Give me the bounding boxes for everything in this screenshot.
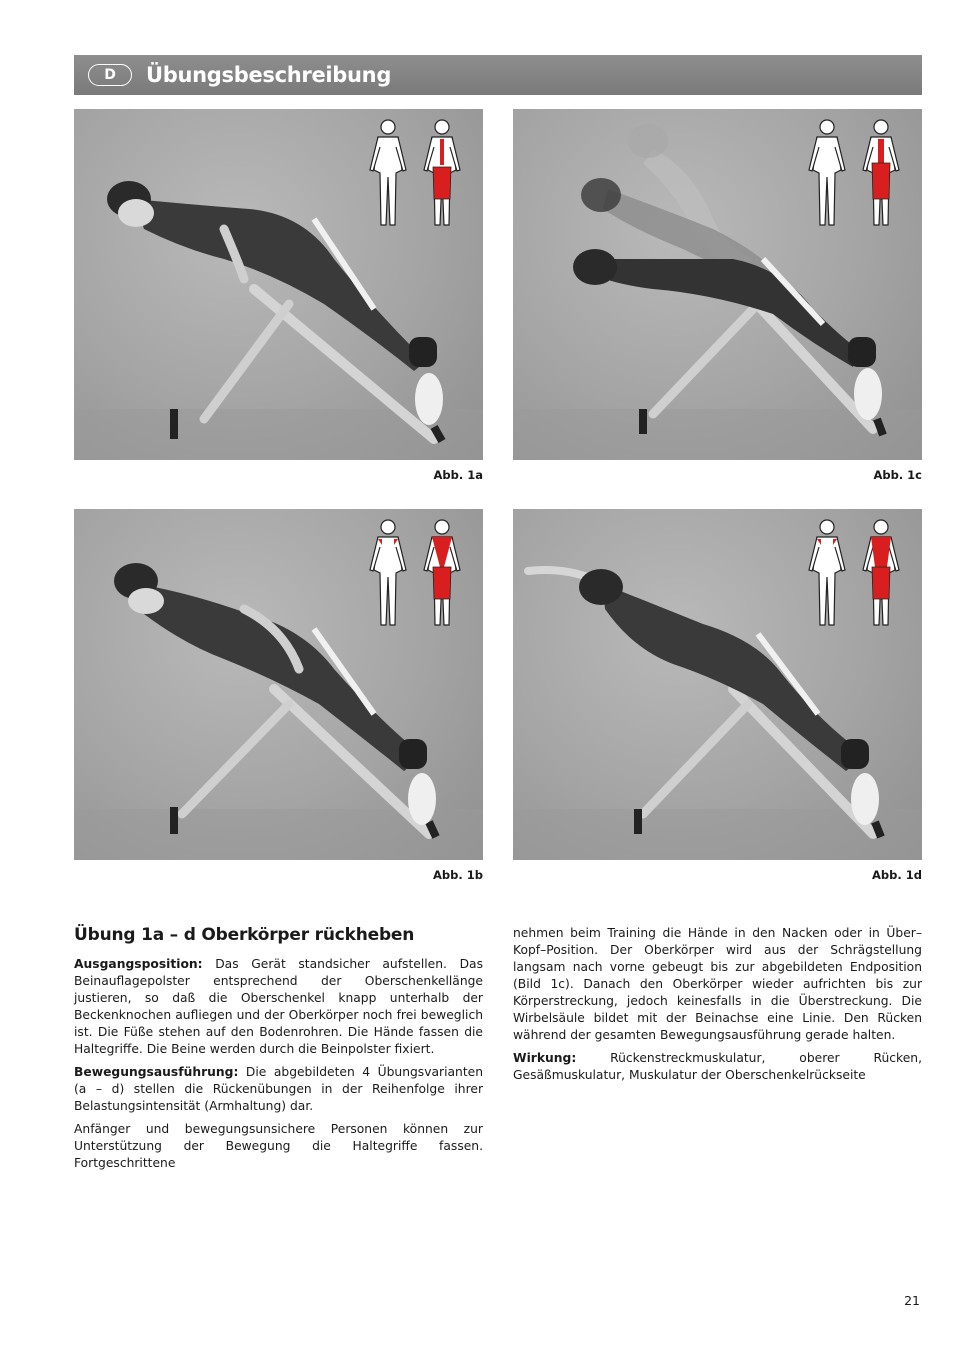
exercise-photo-1a — [74, 109, 483, 460]
text-column-left — [74, 956, 483, 1178]
page-number: 21 — [904, 1293, 920, 1308]
muscle-chart-icon — [801, 115, 911, 230]
paragraph-advanced: nehmen beim Training die Hände in den Nacken oder in Über–Kopf–Position. Der Oberkörper wird aus der Schrägstellung langsam nach vorne gebeugt bis zur abgebildeten Endposition (Bild 1c). Danach den Oberkörper wieder aufrichten bis zur Körperstreckung, jedoch keinesfalls in die Überstreckung. Die Wirbelsäule bildet mit der Beinachse eine Linie. Den Rücken während der gesamten Bewegungsausführung gerade halten. — [513, 926, 922, 1042]
paragraph-effect: Wirkung: Rückenstreckmuskulatur, oberer Rücken, Gesäßmuskulatur, Muskulatur der Oberschenkelrückseite — [513, 1051, 922, 1082]
figure-caption-1a: Abb. 1a — [433, 468, 483, 482]
figure-caption-1b: Abb. 1b — [433, 868, 483, 882]
figure-caption-1c: Abb. 1c — [873, 468, 922, 482]
label-effect: Wirkung: — [513, 1051, 577, 1065]
label-motion: Bewegungsausführung: — [74, 1065, 239, 1079]
exercise-title: Übung 1a – d Oberkörper rückheben — [74, 925, 415, 945]
muscle-chart-icon — [362, 515, 472, 630]
exercise-photo-1c — [513, 109, 922, 460]
page-title: Übungsbeschreibung — [146, 63, 392, 87]
paragraph-start-position: Ausgangsposition: Das Gerät standsicher aufstellen. Das Beinauflagepolster entsprechend der Oberschenkellänge justieren, so daß die Oberschenkel knapp unterhalb der Beckenknochen aufliegen und der Oberkörper noch frei beweglich ist. Die Füße stehen auf den Bodenrohren. Die Hände fassen die Haltegriffe. Die Beine werden durch die Beinpolster fixiert. — [74, 957, 483, 1056]
label-start-position: Ausgangsposition: — [74, 957, 203, 971]
exercise-photo-1d — [513, 509, 922, 860]
paragraph-beginners: Anfänger und bewegungsunsichere Personen können zur Unterstützung der Bewegung die Haltegriffe fassen. Fortgeschrittene — [74, 1122, 483, 1170]
language-badge: D — [88, 64, 132, 86]
muscle-chart-icon — [801, 515, 911, 630]
paragraph-motion: Bewegungsausführung: Die abgebildeten 4 Übungsvarianten (a – d) stellen die Rückenübungen in der Reihenfolge ihrer Belastungsintensität (Armhaltung) dar. — [74, 1065, 483, 1113]
muscle-chart-icon — [362, 115, 472, 230]
figure-caption-1d: Abb. 1d — [872, 868, 922, 882]
text-column-right — [513, 925, 922, 1090]
exercise-photo-1b — [74, 509, 483, 860]
section-header — [74, 55, 922, 95]
